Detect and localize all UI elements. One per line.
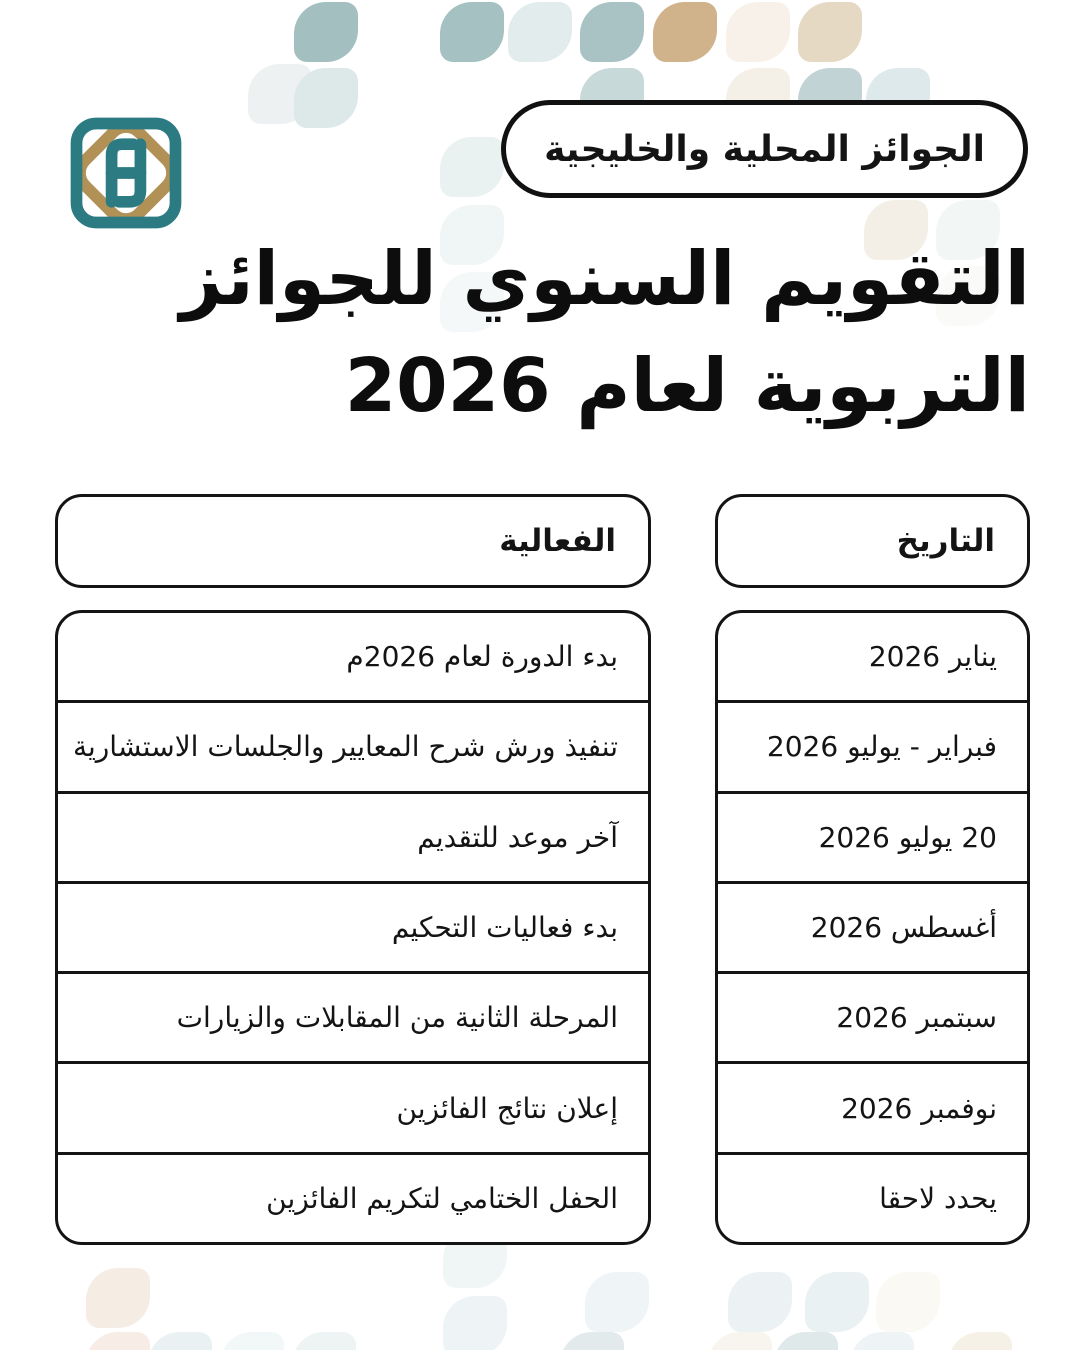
leaf-shape [726,2,790,62]
leaf-shape [948,1332,1012,1350]
leaf-shape [440,2,504,62]
page-title [180,226,1030,441]
event-cell: بدء فعاليات التحكيم [391,910,618,944]
leaf-shape [292,1332,356,1350]
leaf-shape [560,1332,624,1350]
leaf-shape [728,1272,792,1332]
award-logo [54,96,198,250]
title-line-1: التقويم السنوي للجوائز [179,236,1030,322]
leaf-shape [220,1332,284,1350]
table-row [58,613,648,703]
leaf-shape [148,1332,212,1350]
date-cell: يحدد لاحقا [879,1181,997,1215]
table-row [58,703,648,793]
leaf-shape [850,1332,914,1350]
table-row [58,974,648,1064]
event-cell: بدء الدورة لعام 2026م [346,640,618,674]
leaf-shape [708,1332,772,1350]
leaf-shape [653,2,717,62]
event-column-header [55,494,651,588]
leaf-shape [798,2,862,62]
table-row [718,703,1027,793]
date-cell: يناير 2026 [868,640,997,674]
table-row [718,1155,1027,1242]
table-row [58,1064,648,1154]
table-row [58,794,648,884]
leaf-shape [86,1332,150,1350]
date-cell: سبتمبر 2026 [836,1001,997,1035]
event-column-body [55,610,651,1245]
table-row [718,613,1027,703]
leaf-shape [86,1268,150,1328]
award-knot-logo-icon [54,96,198,250]
table-row [718,1064,1027,1154]
date-column-header [715,494,1030,588]
event-cell: آخر موعد للتقديم [417,820,618,854]
event-cell: الحفل الختامي لتكريم الفائزين [266,1181,618,1215]
category-badge [501,100,1028,198]
title-line-2: التربوية لعام 2026 [344,343,1030,430]
leaf-shape [774,1332,838,1350]
leaf-shape [585,1272,649,1332]
event-header-label: الفعالية [499,523,616,559]
leaf-shape [805,1272,869,1332]
event-cell: المرحلة الثانية من المقابلات والزيارات [176,1001,618,1035]
date-cell: فبراير - يوليو 2026 [766,730,997,764]
table-row [58,884,648,974]
leaf-shape [294,2,358,62]
table-row [58,1155,648,1242]
table-row [718,974,1027,1064]
leaf-shape [443,1296,507,1350]
date-cell: أغسطس 2026 [810,910,997,944]
event-cell: إعلان نتائج الفائزين [396,1091,618,1125]
leaf-shape [580,2,644,62]
category-badge-label: الجوائز المحلية والخليجية [544,128,985,170]
date-header-label: التاريخ [896,523,995,559]
leaf-shape [876,1272,940,1332]
date-column [715,494,1030,1245]
event-column [55,494,651,1245]
leaf-shape [294,68,358,128]
date-cell: 20 يوليو 2026 [818,820,997,854]
date-cell: نوفمبر 2026 [841,1091,997,1125]
table-row [718,794,1027,884]
event-cell: تنفيذ ورش شرح المعايير والجلسات الاستشارية [72,730,618,764]
date-column-body [715,610,1030,1245]
leaf-shape [440,137,504,197]
table-row [718,884,1027,974]
calendar-table [55,494,1030,1245]
leaf-shape [508,2,572,62]
